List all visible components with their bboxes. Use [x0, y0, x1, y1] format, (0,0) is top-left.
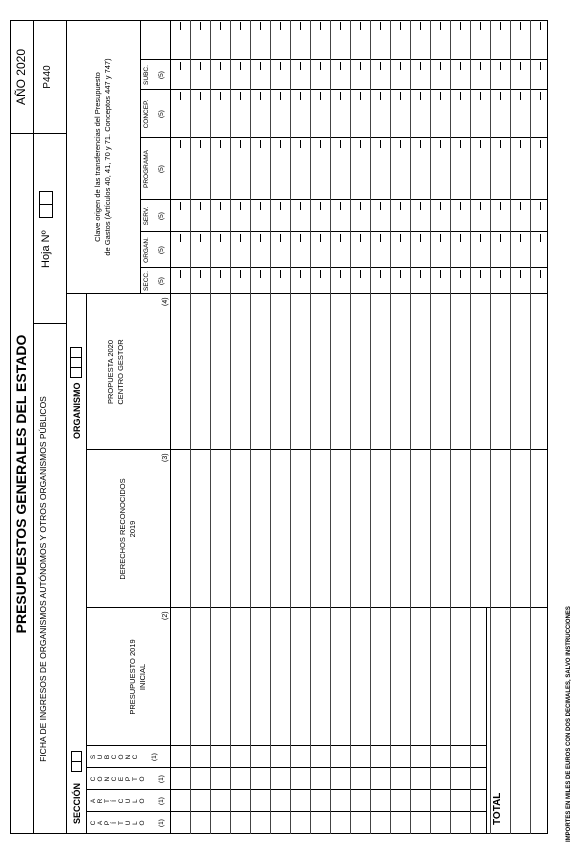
cell-dash	[520, 270, 521, 278]
cell-dash	[460, 62, 461, 70]
organismo-box[interactable]	[70, 357, 82, 368]
cell-dash	[340, 270, 341, 278]
clave-sub-organ: ORGAN.	[143, 237, 150, 263]
cell-dash	[420, 234, 421, 242]
cell-dash	[440, 22, 441, 30]
cell-dash	[500, 62, 501, 70]
sheet-number-box[interactable]	[39, 204, 53, 218]
cell-dash	[440, 62, 441, 70]
cell-dash	[260, 92, 261, 100]
clave-sub-serv: SERV.	[143, 206, 150, 226]
cell-dash	[280, 140, 281, 148]
row-line	[290, 20, 291, 834]
propuesta-header: PROPUESTA 2020 CENTRO GESTOR	[106, 339, 125, 405]
row-line	[330, 20, 331, 834]
cell-dash	[380, 140, 381, 148]
row-line	[210, 20, 211, 834]
cell-dash	[480, 234, 481, 242]
cell-dash	[440, 140, 441, 148]
cell-dash	[240, 234, 241, 242]
cell-dash	[320, 140, 321, 148]
cell-dash	[380, 92, 381, 100]
cell-dash	[360, 234, 361, 242]
cell-dash	[540, 22, 541, 30]
class-col-capitulo: C A P Í T U L O (1)	[90, 819, 165, 827]
cell-dash	[500, 140, 501, 148]
seccion-label: SECCIÓN	[72, 782, 82, 824]
form-subtitle: FICHA DE INGRESOS DE ORGANISMOS AUTÓNOMOS Y OTROS ORGANISMOS PÚBLICOS	[38, 396, 48, 762]
cell-dash	[540, 234, 541, 242]
cell-dash	[440, 270, 441, 278]
cell-dash	[500, 270, 501, 278]
cell-dash	[280, 62, 281, 70]
sheet-number-box[interactable]	[39, 191, 53, 205]
clave-header: Clave origen de las transferencias del Presupuesto de Gastos (Artículos 40, 41, 70 y 71. Conceptos 447 y 747)	[93, 58, 112, 256]
cell-dash	[180, 22, 181, 30]
cell-dash	[500, 202, 501, 210]
clave-sub-programa: PROGRAMA	[143, 150, 150, 188]
row-line	[490, 20, 491, 834]
cell-dash	[220, 22, 221, 30]
clave-sub-subc: SUBC.	[143, 65, 150, 85]
cell-dash	[200, 22, 201, 30]
organismo-box[interactable]	[70, 347, 82, 358]
cell-dash	[400, 270, 401, 278]
row-line	[410, 20, 411, 834]
cell-dash	[240, 202, 241, 210]
cell-dash	[240, 270, 241, 278]
cell-dash	[340, 234, 341, 242]
cell-dash	[420, 92, 421, 100]
cell-dash	[460, 92, 461, 100]
cell-dash	[220, 92, 221, 100]
row-line	[470, 20, 471, 834]
cell-dash	[320, 270, 321, 278]
income-form-sheet: PRESUPUESTOS GENERALES DEL ESTADO AÑO 2020 FICHA DE INGRESOS DE ORGANISMOS AUTÓNOMOS Y OTROS ORGANISMOS PÚBLICOS Hoja Nº P440 SECCIÓN ORGANISMO PRESUPUESTO 2019 INICIAL (2) DERECHOS RECONOCIDOS 2019 (3) PROPUESTA 2020 CENTRO GESTOR (4) Clave origen de las transferencias del Presupuesto de Gastos (Artículos 40, 41, 70 y 71. Conceptos 447 y 747) SECC. (5) ORGAN. (5) SERV. (5) PROGRAMA (5) CONCEP. (5) SUBC. (5) C A P Í T U L O (1) A R T Í C U L O (1) C O N C E P T O (1) S U B C O N C (1) TOTAL	[10, 20, 548, 834]
cell-dash	[280, 202, 281, 210]
cell-dash	[220, 270, 221, 278]
cell-dash	[280, 270, 281, 278]
clave-sub-secc: SECC.	[143, 271, 150, 291]
cell-dash	[380, 270, 381, 278]
cell-dash	[300, 234, 301, 242]
cell-dash	[300, 92, 301, 100]
form-frame	[10, 20, 548, 834]
row-line	[250, 20, 251, 834]
organismo-label: ORGANISMO	[72, 382, 82, 439]
footer-note: IMPORTES EN MILES DE EUROS CON DOS DECIMALES, SALVO INSTRUCCIONES	[566, 606, 572, 842]
cell-dash	[300, 270, 301, 278]
cell-dash	[260, 140, 261, 148]
cell-dash	[500, 92, 501, 100]
derechos-header: DERECHOS RECONOCIDOS 2019	[118, 478, 137, 580]
cell-dash	[180, 92, 181, 100]
class-col-concepto: C O N C E P T O (1)	[90, 775, 165, 783]
cell-dash	[540, 62, 541, 70]
cell-dash	[180, 234, 181, 242]
cell-dash	[360, 22, 361, 30]
organismo-box[interactable]	[70, 367, 82, 378]
cell-dash	[400, 140, 401, 148]
cell-dash	[320, 22, 321, 30]
cell-dash	[360, 202, 361, 210]
seccion-box[interactable]	[71, 751, 82, 762]
cell-dash	[180, 270, 181, 278]
cell-dash	[360, 92, 361, 100]
cell-dash	[520, 140, 521, 148]
cell-dash	[200, 92, 201, 100]
cell-dash	[400, 62, 401, 70]
cell-dash	[400, 22, 401, 30]
sheet-number-label: Hoja Nº	[40, 230, 52, 268]
cell-dash	[340, 92, 341, 100]
cell-dash	[520, 22, 521, 30]
cell-dash	[480, 202, 481, 210]
cell-dash	[260, 202, 261, 210]
cell-dash	[260, 234, 261, 242]
cell-dash	[200, 202, 201, 210]
cell-dash	[340, 202, 341, 210]
row-line	[390, 20, 391, 834]
cell-dash	[260, 62, 261, 70]
cell-dash	[320, 62, 321, 70]
cell-dash	[180, 140, 181, 148]
derechos-col-num: (3)	[162, 453, 169, 462]
cell-dash	[260, 270, 261, 278]
cell-dash	[340, 62, 341, 70]
row-line	[370, 20, 371, 834]
cell-dash	[340, 140, 341, 148]
cell-dash	[520, 234, 521, 242]
cell-dash	[300, 202, 301, 210]
cell-dash	[300, 140, 301, 148]
cell-dash	[200, 140, 201, 148]
row-line	[230, 20, 231, 834]
cell-dash	[360, 62, 361, 70]
seccion-box[interactable]	[71, 761, 82, 772]
row-line	[190, 20, 191, 834]
row-line	[270, 20, 271, 834]
cell-dash	[480, 140, 481, 148]
cell-dash	[240, 140, 241, 148]
cell-dash	[220, 234, 221, 242]
cell-dash	[200, 62, 201, 70]
cell-dash	[380, 22, 381, 30]
row-line	[350, 20, 351, 834]
cell-dash	[540, 202, 541, 210]
cell-dash	[320, 92, 321, 100]
cell-dash	[200, 234, 201, 242]
cell-dash	[480, 270, 481, 278]
propuesta-col-num: (4)	[162, 297, 169, 306]
row-line	[450, 20, 451, 834]
cell-dash	[240, 22, 241, 30]
cell-dash	[420, 270, 421, 278]
cell-dash	[480, 22, 481, 30]
cell-dash	[340, 22, 341, 30]
form-code: P440	[42, 65, 53, 89]
cell-dash	[500, 22, 501, 30]
cell-dash	[220, 62, 221, 70]
cell-dash	[520, 62, 521, 70]
cell-dash	[460, 234, 461, 242]
cell-dash	[240, 62, 241, 70]
cell-dash	[380, 202, 381, 210]
cell-dash	[280, 22, 281, 30]
clave-sub-concep: CONCEP.	[143, 99, 150, 129]
cell-dash	[480, 92, 481, 100]
cell-dash	[360, 140, 361, 148]
cell-dash	[460, 270, 461, 278]
cell-dash	[420, 22, 421, 30]
row-line	[510, 20, 511, 834]
cell-dash	[540, 140, 541, 148]
row-line	[310, 20, 311, 834]
cell-dash	[180, 62, 181, 70]
class-col-articulo: A R T Í C U L O (1)	[90, 797, 165, 805]
cell-dash	[300, 22, 301, 30]
cell-dash	[460, 140, 461, 148]
cell-dash	[520, 92, 521, 100]
cell-dash	[400, 202, 401, 210]
cell-dash	[280, 234, 281, 242]
cell-dash	[380, 62, 381, 70]
cell-dash	[420, 202, 421, 210]
year-label: AÑO 2020	[14, 48, 28, 106]
form-title: PRESUPUESTOS GENERALES DEL ESTADO	[13, 334, 29, 634]
row-line	[430, 20, 431, 834]
cell-dash	[240, 92, 241, 100]
cell-dash	[320, 202, 321, 210]
cell-dash	[220, 140, 221, 148]
cell-dash	[540, 92, 541, 100]
cell-dash	[220, 202, 221, 210]
presupuesto-header: PRESUPUESTO 2019 INICIAL	[128, 639, 147, 715]
cell-dash	[420, 140, 421, 148]
cell-dash	[400, 234, 401, 242]
presupuesto-col-num: (2)	[162, 611, 169, 620]
cell-dash	[360, 270, 361, 278]
cell-dash	[440, 92, 441, 100]
cell-dash	[320, 234, 321, 242]
class-col-subconc: S U B C O N C (1)	[90, 753, 158, 761]
cell-dash	[300, 62, 301, 70]
cell-dash	[200, 270, 201, 278]
total-label: TOTAL	[492, 792, 503, 825]
cell-dash	[260, 22, 261, 30]
cell-dash	[180, 202, 181, 210]
cell-dash	[440, 234, 441, 242]
row-line	[530, 20, 531, 834]
cell-dash	[280, 92, 281, 100]
cell-dash	[460, 202, 461, 210]
cell-dash	[520, 202, 521, 210]
cell-dash	[460, 22, 461, 30]
cell-dash	[440, 202, 441, 210]
cell-dash	[420, 62, 421, 70]
cell-dash	[480, 62, 481, 70]
cell-dash	[500, 234, 501, 242]
cell-dash	[540, 270, 541, 278]
cell-dash	[400, 92, 401, 100]
cell-dash	[380, 234, 381, 242]
